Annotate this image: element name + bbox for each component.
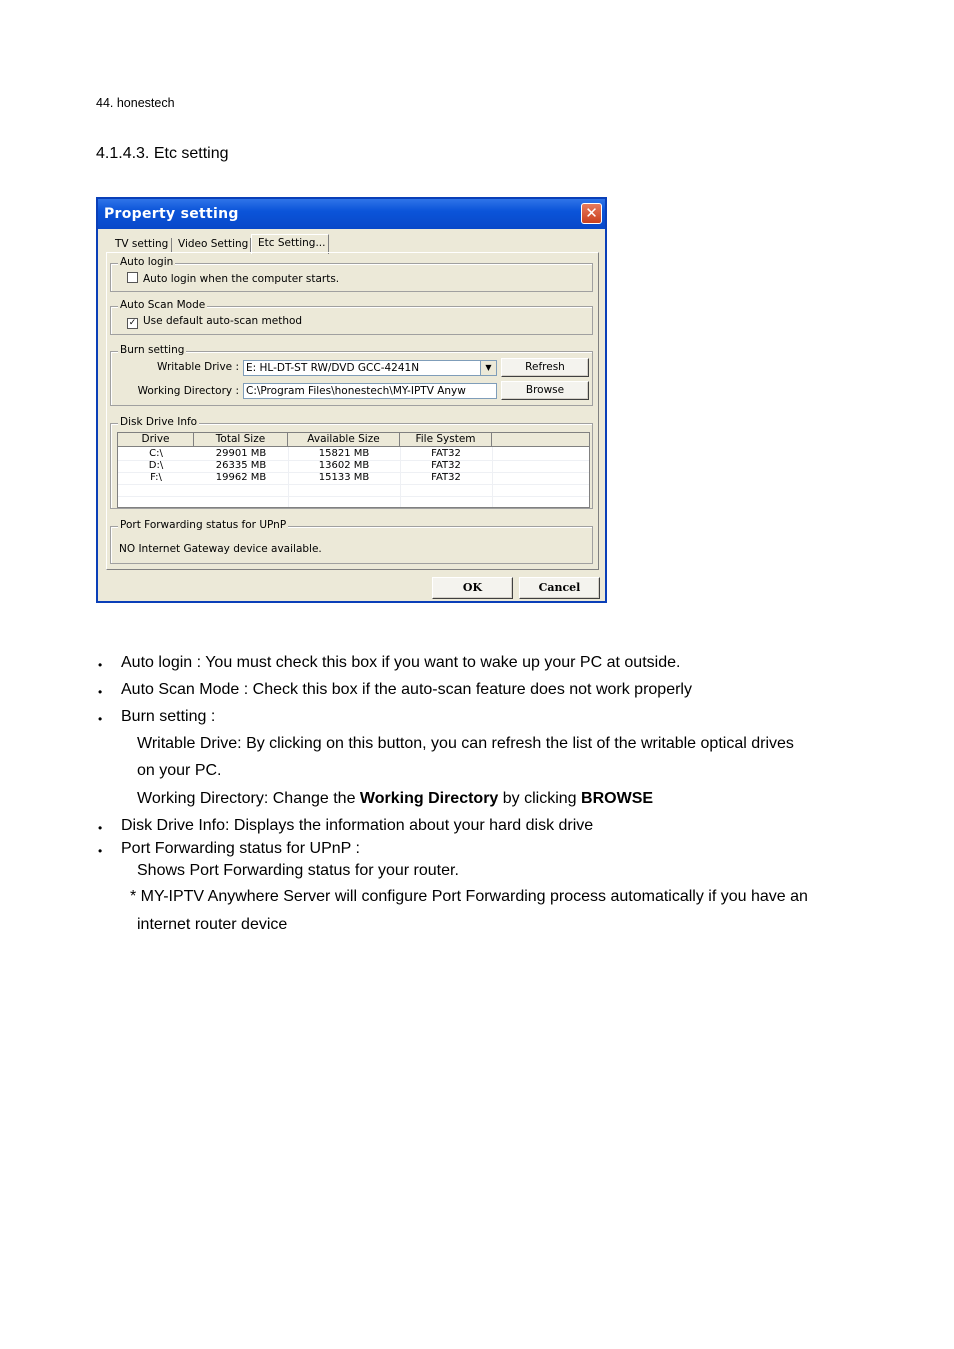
- property-setting-dialog: [96, 197, 607, 603]
- bullet-icon: •: [98, 712, 103, 726]
- tab-video-setting[interactable]: Video Setting: [178, 238, 249, 250]
- cell-file-system: FAT32: [431, 472, 461, 483]
- upnp-group-label: Port Forwarding status for UPnP: [120, 519, 287, 531]
- workdir-text-prefix: Working Directory: Change the: [137, 790, 360, 807]
- cell-file-system: FAT32: [431, 460, 461, 471]
- column-header-available-size[interactable]: Available Size: [288, 433, 400, 447]
- column-header-empty: [492, 433, 589, 447]
- close-button[interactable]: [581, 203, 602, 224]
- tab-tv-setting[interactable]: TV setting: [115, 238, 169, 250]
- auto-scan-checkbox-label: Use default auto-scan method: [143, 315, 303, 327]
- close-icon: ✕: [585, 204, 598, 222]
- disk-drive-info-group-label: Disk Drive Info: [120, 416, 198, 428]
- auto-login-group: [110, 256, 593, 292]
- chevron-down-icon[interactable]: ▼: [480, 361, 496, 375]
- section-title: 4.1.4.3. Etc setting: [96, 145, 229, 162]
- auto-scan-group-label: Auto Scan Mode: [120, 299, 206, 311]
- bullet-auto-scan: Auto Scan Mode : Check this box if the auto-scan feature does not work properly: [121, 681, 692, 698]
- disk-list-header: [118, 433, 589, 447]
- bullet-disk-drive-info: Disk Drive Info: Displays the information about your hard disk drive: [121, 817, 594, 834]
- cell-total-size: 29901 MB: [215, 448, 267, 459]
- upnp-group: [110, 519, 593, 564]
- cell-available-size: 13602 MB: [318, 460, 370, 471]
- dialog-titlebar[interactable]: [98, 199, 605, 229]
- refresh-button[interactable]: Refresh: [501, 358, 589, 377]
- tab-panel: [106, 252, 599, 570]
- table-row-empty: [118, 484, 589, 497]
- bullet-icon: •: [98, 658, 103, 672]
- bullet-icon: •: [98, 844, 103, 858]
- burn-writable-text-cont: on your PC.: [137, 762, 222, 779]
- cell-drive: C:\: [149, 448, 163, 459]
- burn-writable-text: Writable Drive: By clicking on this button, you can refresh the list of the writable optical drives: [137, 735, 794, 752]
- bullet-port-forwarding: Port Forwarding status for UPnP :: [121, 840, 360, 857]
- bullet-icon: •: [98, 821, 103, 835]
- cell-total-size: 26335 MB: [215, 460, 267, 471]
- cell-total-size: 19962 MB: [215, 472, 267, 483]
- bullet-auto-login: Auto login : You must check this box if you want to wake up your PC at outside.: [121, 654, 681, 671]
- tab-etc-setting[interactable]: Etc Setting...: [251, 234, 329, 254]
- auto-login-checkbox[interactable]: [127, 272, 138, 283]
- browse-button[interactable]: Browse: [501, 381, 589, 400]
- auto-login-checkbox-row[interactable]: [127, 272, 339, 285]
- cell-file-system: FAT32: [431, 448, 461, 459]
- burn-setting-group: [110, 344, 593, 406]
- port-forwarding-text: Shows Port Forwarding status for your router.: [137, 862, 459, 879]
- column-header-total-size[interactable]: Total Size: [194, 433, 288, 447]
- port-forwarding-note-cont: internet router device: [137, 916, 288, 933]
- disk-drive-list[interactable]: [117, 432, 590, 508]
- workdir-text-mid: by clicking: [498, 790, 582, 807]
- cancel-button[interactable]: Cancel: [519, 577, 600, 599]
- writable-drive-value: E: HL-DT-ST RW/DVD GCC-4241N: [246, 362, 420, 374]
- bullet-burn-setting: Burn setting :: [121, 708, 216, 725]
- working-directory-field[interactable]: [243, 383, 497, 399]
- port-forwarding-note: * MY-IPTV Anywhere Server will configure Port Forwarding process automatically if you have an: [130, 888, 808, 905]
- auto-scan-group: [110, 299, 593, 335]
- bullet-icon: •: [98, 685, 103, 699]
- burn-workdir-text: [137, 789, 653, 809]
- auto-login-group-label: Auto login: [120, 256, 174, 268]
- auto-scan-checkbox[interactable]: ✓: [128, 318, 137, 328]
- writable-drive-label: Writable Drive :: [157, 361, 239, 373]
- auto-scan-checkbox-row[interactable]: [127, 315, 302, 329]
- tab-separator: [171, 238, 172, 252]
- cell-available-size: 15821 MB: [318, 448, 370, 459]
- writable-drive-select[interactable]: [243, 360, 497, 376]
- column-header-file-system[interactable]: File System: [400, 433, 492, 447]
- burn-setting-group-label: Burn setting: [120, 344, 185, 356]
- ok-button[interactable]: OK: [432, 577, 513, 599]
- cell-drive: F:\: [150, 472, 162, 483]
- disk-drive-info-group: [110, 416, 593, 509]
- cell-drive: D:\: [148, 460, 164, 471]
- browse-bold-term: BROWSE: [581, 790, 654, 807]
- cell-available-size: 15133 MB: [318, 472, 370, 483]
- auto-login-checkbox-label: Auto login when the computer starts.: [143, 273, 340, 285]
- upnp-status-text: NO Internet Gateway device available.: [119, 543, 322, 555]
- working-directory-value: C:\Program Files\honestech\MY-IPTV Anyw: [246, 385, 466, 397]
- workdir-bold-term: Working Directory: [359, 790, 499, 807]
- working-directory-label: Working Directory :: [137, 385, 239, 397]
- page-header: 44. honestech: [96, 96, 175, 110]
- dialog-title: Property setting: [104, 206, 239, 222]
- column-header-drive[interactable]: Drive: [118, 433, 194, 447]
